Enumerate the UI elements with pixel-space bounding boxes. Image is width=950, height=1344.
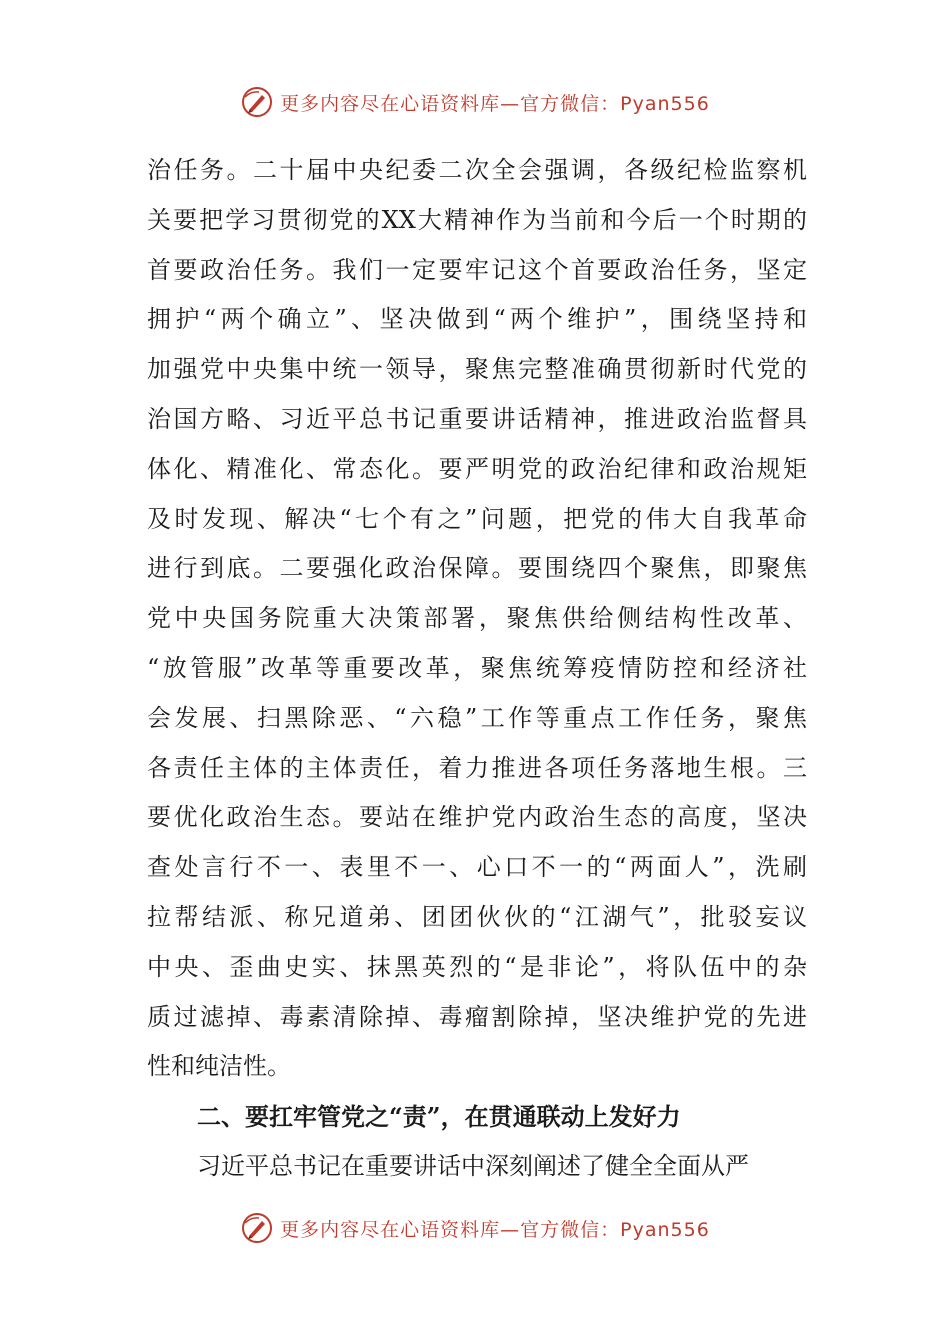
text-line: 会发展、扫黑除恶、“六稳”工作等重点工作任务，聚焦 — [147, 703, 807, 732]
watermark-text: 更多内容尽在心语资料库—官方微信：Pyan556 — [280, 92, 710, 115]
text-line: 进行到底。二要强化政治保障。要围绕四个聚焦，即聚焦 — [147, 554, 807, 583]
text-line: 及时发现、解决“七个有之”问题，把党的伟大自我革命 — [147, 504, 807, 533]
text-line: 性和纯洁性。 — [147, 1052, 291, 1081]
text-line: 查处言行不一、表里不一、心口不一的“两面人”，洗刷 — [147, 853, 807, 882]
section-heading: 二、要扛牢管党之“责”，在贯通联动上发好力 — [197, 1102, 681, 1132]
text-line: 要优化政治生态。要站在维护党内政治生态的高度，坚决 — [147, 803, 807, 832]
text-line: 质过滤掉、毒素清除掉、毒瘤割除掉，坚决维护党的先进 — [147, 1002, 807, 1031]
header-watermark — [0, 82, 950, 122]
text-line: 拥护“两个确立”、坚决做到“两个维护”，围绕坚持和 — [147, 305, 807, 334]
text-line: 治国方略、习近平总书记重要讲话精神，推进政治监督具 — [147, 404, 807, 433]
text-line: 各责任主体的主体责任，着力推进各项任务落地生根。三 — [147, 753, 807, 782]
pen-logo-icon — [240, 85, 274, 119]
pen-logo-icon — [240, 1211, 274, 1245]
watermark-text: 更多内容尽在心语资料库—官方微信：Pyan556 — [280, 1218, 710, 1241]
text-line: 治任务。二十届中央纪委二次全会强调，各级纪检监察机 — [147, 156, 807, 184]
text-line: “放管服”改革等重要改革，聚焦统筹疫情防控和经济社 — [147, 653, 807, 682]
text-line: 中央、歪曲史实、抹黑英烈的“是非论”，将队伍中的杂 — [147, 952, 807, 981]
text-line: 加强党中央集中统一领导，聚焦完整准确贯彻新时代党的 — [147, 355, 807, 384]
text-line: 体化、精准化、常态化。要严明党的政治纪律和政治规矩 — [147, 454, 807, 483]
text-line: 首要政治任务。我们一定要牢记这个首要政治任务，坚定 — [147, 255, 807, 284]
text-line: 拉帮结派、称兄道弟、团团伙伙的“江湖气”，批驳妄议 — [147, 902, 807, 931]
document-body — [147, 146, 807, 1192]
text-line: 关要把学习贯彻党的XX大精神作为当前和今后一个时期的 — [147, 205, 807, 234]
text-line: 习近平总书记在重要讲话中深刻阐述了健全全面从严 — [197, 1151, 749, 1180]
text-line: 党中央国务院重大决策部署，聚焦供给侧结构性改革、 — [147, 604, 807, 633]
footer-watermark — [0, 1208, 950, 1248]
